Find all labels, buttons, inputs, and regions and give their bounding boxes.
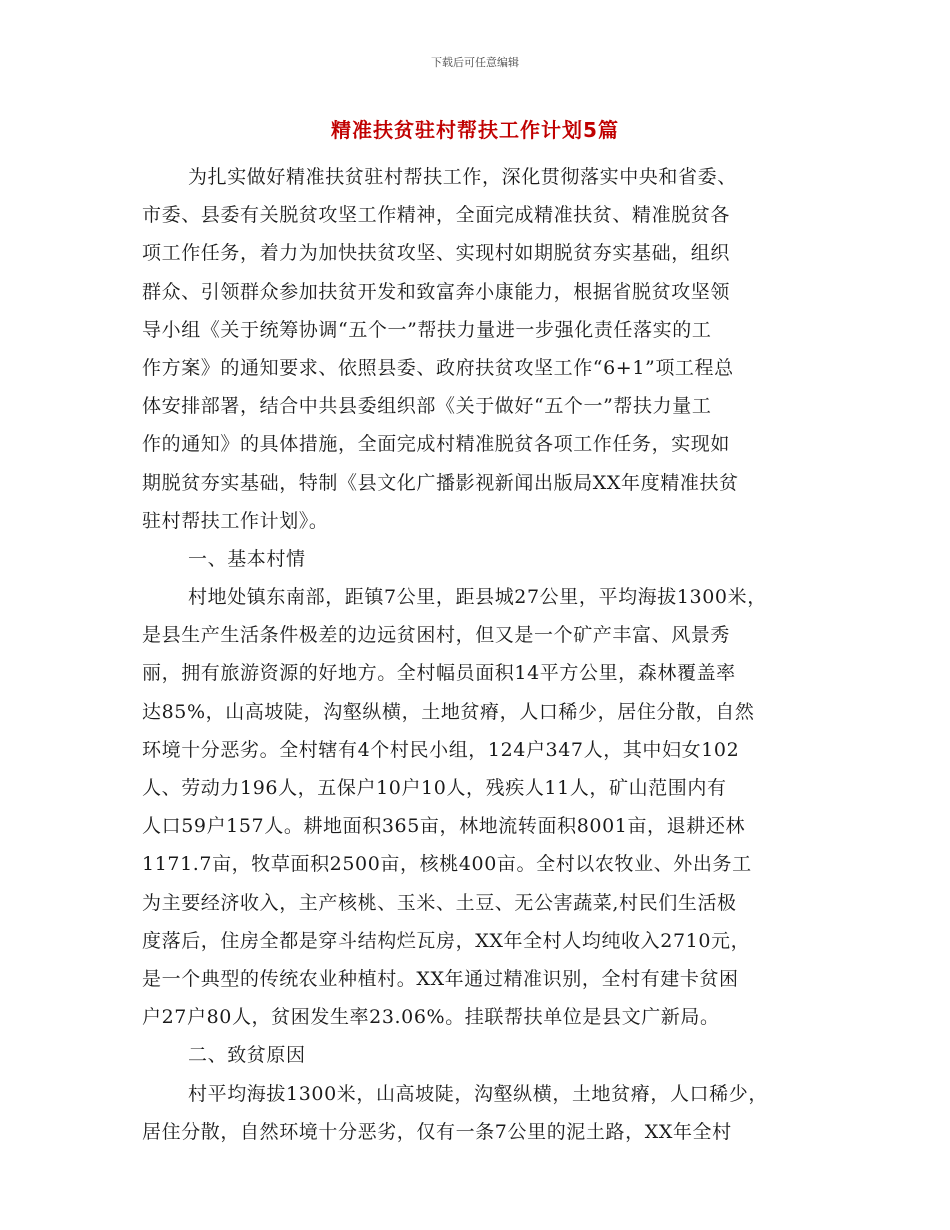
- text-line: 二、致贫原因: [188, 1044, 306, 1067]
- text-line: 是一个典型的传统农业种植村。XX年通过精准识别，全村有建卡贫困: [142, 967, 739, 990]
- text-line: 人、劳动力196人，五保户10户10人，残疾人11人，矿山范围内有: [142, 777, 727, 799]
- text-line: 驻村帮扶工作计划》。: [142, 509, 329, 532]
- text-line: 一、基本村情: [188, 547, 306, 570]
- text-line: 作的通知》的具体措施，全面完成村精准脱贫各项工作任务，实现如: [142, 433, 731, 456]
- text-line: 居住分散，自然环境十分恶劣，仅有一条7公里的泥土路，XX年全村: [142, 1120, 732, 1143]
- text-line: 为扎实做好精准扶贫驻村帮扶工作，深化贯彻落实中央和省委、: [188, 166, 737, 188]
- text-line: 项工作任务，着力为加快扶贫攻坚、实现村如期脱贫夯实基础，组织: [142, 242, 731, 265]
- text-line: 达85%，山高坡陡，沟壑纵横，土地贫瘠，人口稀少，居住分散，自然: [142, 700, 755, 723]
- text-line: 市委、县委有关脱贫攻坚工作精神，全面完成精准扶贫、精准脱贫各: [142, 204, 731, 227]
- text-line: 体安排部署，结合中共县委组织部《关于做好“五个一”帮扶力量工: [142, 395, 712, 418]
- document-body: [142, 158, 822, 1151]
- text-line: 作方案》的通知要求、依照县委、政府扶贫攻坚工作“6+1”项工程总: [142, 356, 734, 379]
- text-line: 度落后，住房全都是穿斗结构烂瓦房，XX年全村人均纯收入2710元，: [142, 929, 751, 952]
- page-header: 下载后可任意编辑: [431, 56, 519, 69]
- text-line: 村平均海拔1300米，山高坡陡，沟壑纵横，土地贫瘠，人口稀少，: [188, 1082, 768, 1105]
- text-line: 户27户80人，贫困发生率23.06%。挂联帮扶单位是县文广新局。: [142, 1006, 720, 1029]
- text-line: 1171.7亩，牧草面积2500亩，核桃400亩。全村以农牧业、外出务工: [142, 853, 752, 876]
- text-line: 是县生产生活条件极差的边远贫困村，但又是一个矿产丰富、风景秀: [142, 624, 731, 647]
- text-line: 为主要经济收入，主产核桃、玉米、土豆、无公害蔬菜,村民们生活极: [142, 891, 737, 914]
- text-line: 人口59户157人。耕地面积365亩，林地流转面积8001亩，退耕还林: [142, 815, 746, 838]
- document-title: 精准扶贫驻村帮扶工作计划5篇: [331, 118, 619, 142]
- text-line: 期脱贫夯实基础，特制《县文化广播影视新闻出版局XX年度精准扶贫: [142, 471, 739, 494]
- text-line: 环境十分恶劣。全村辖有4个村民小组，124户347人，其中妇女102: [142, 738, 740, 761]
- text-line: 村地处镇东南部，距镇7公里，距县城27公里，平均海拔1300米，: [188, 586, 767, 609]
- text-line: 丽，拥有旅游资源的好地方。全村幅员面积14平方公里，森林覆盖率: [142, 662, 736, 685]
- text-line: 导小组《关于统筹协调“五个一”帮扶力量进一步强化责任落实的工: [142, 318, 712, 341]
- text-line: 群众、引领群众参加扶贫开发和致富奔小康能力，根据省脱贫攻坚领: [142, 280, 731, 303]
